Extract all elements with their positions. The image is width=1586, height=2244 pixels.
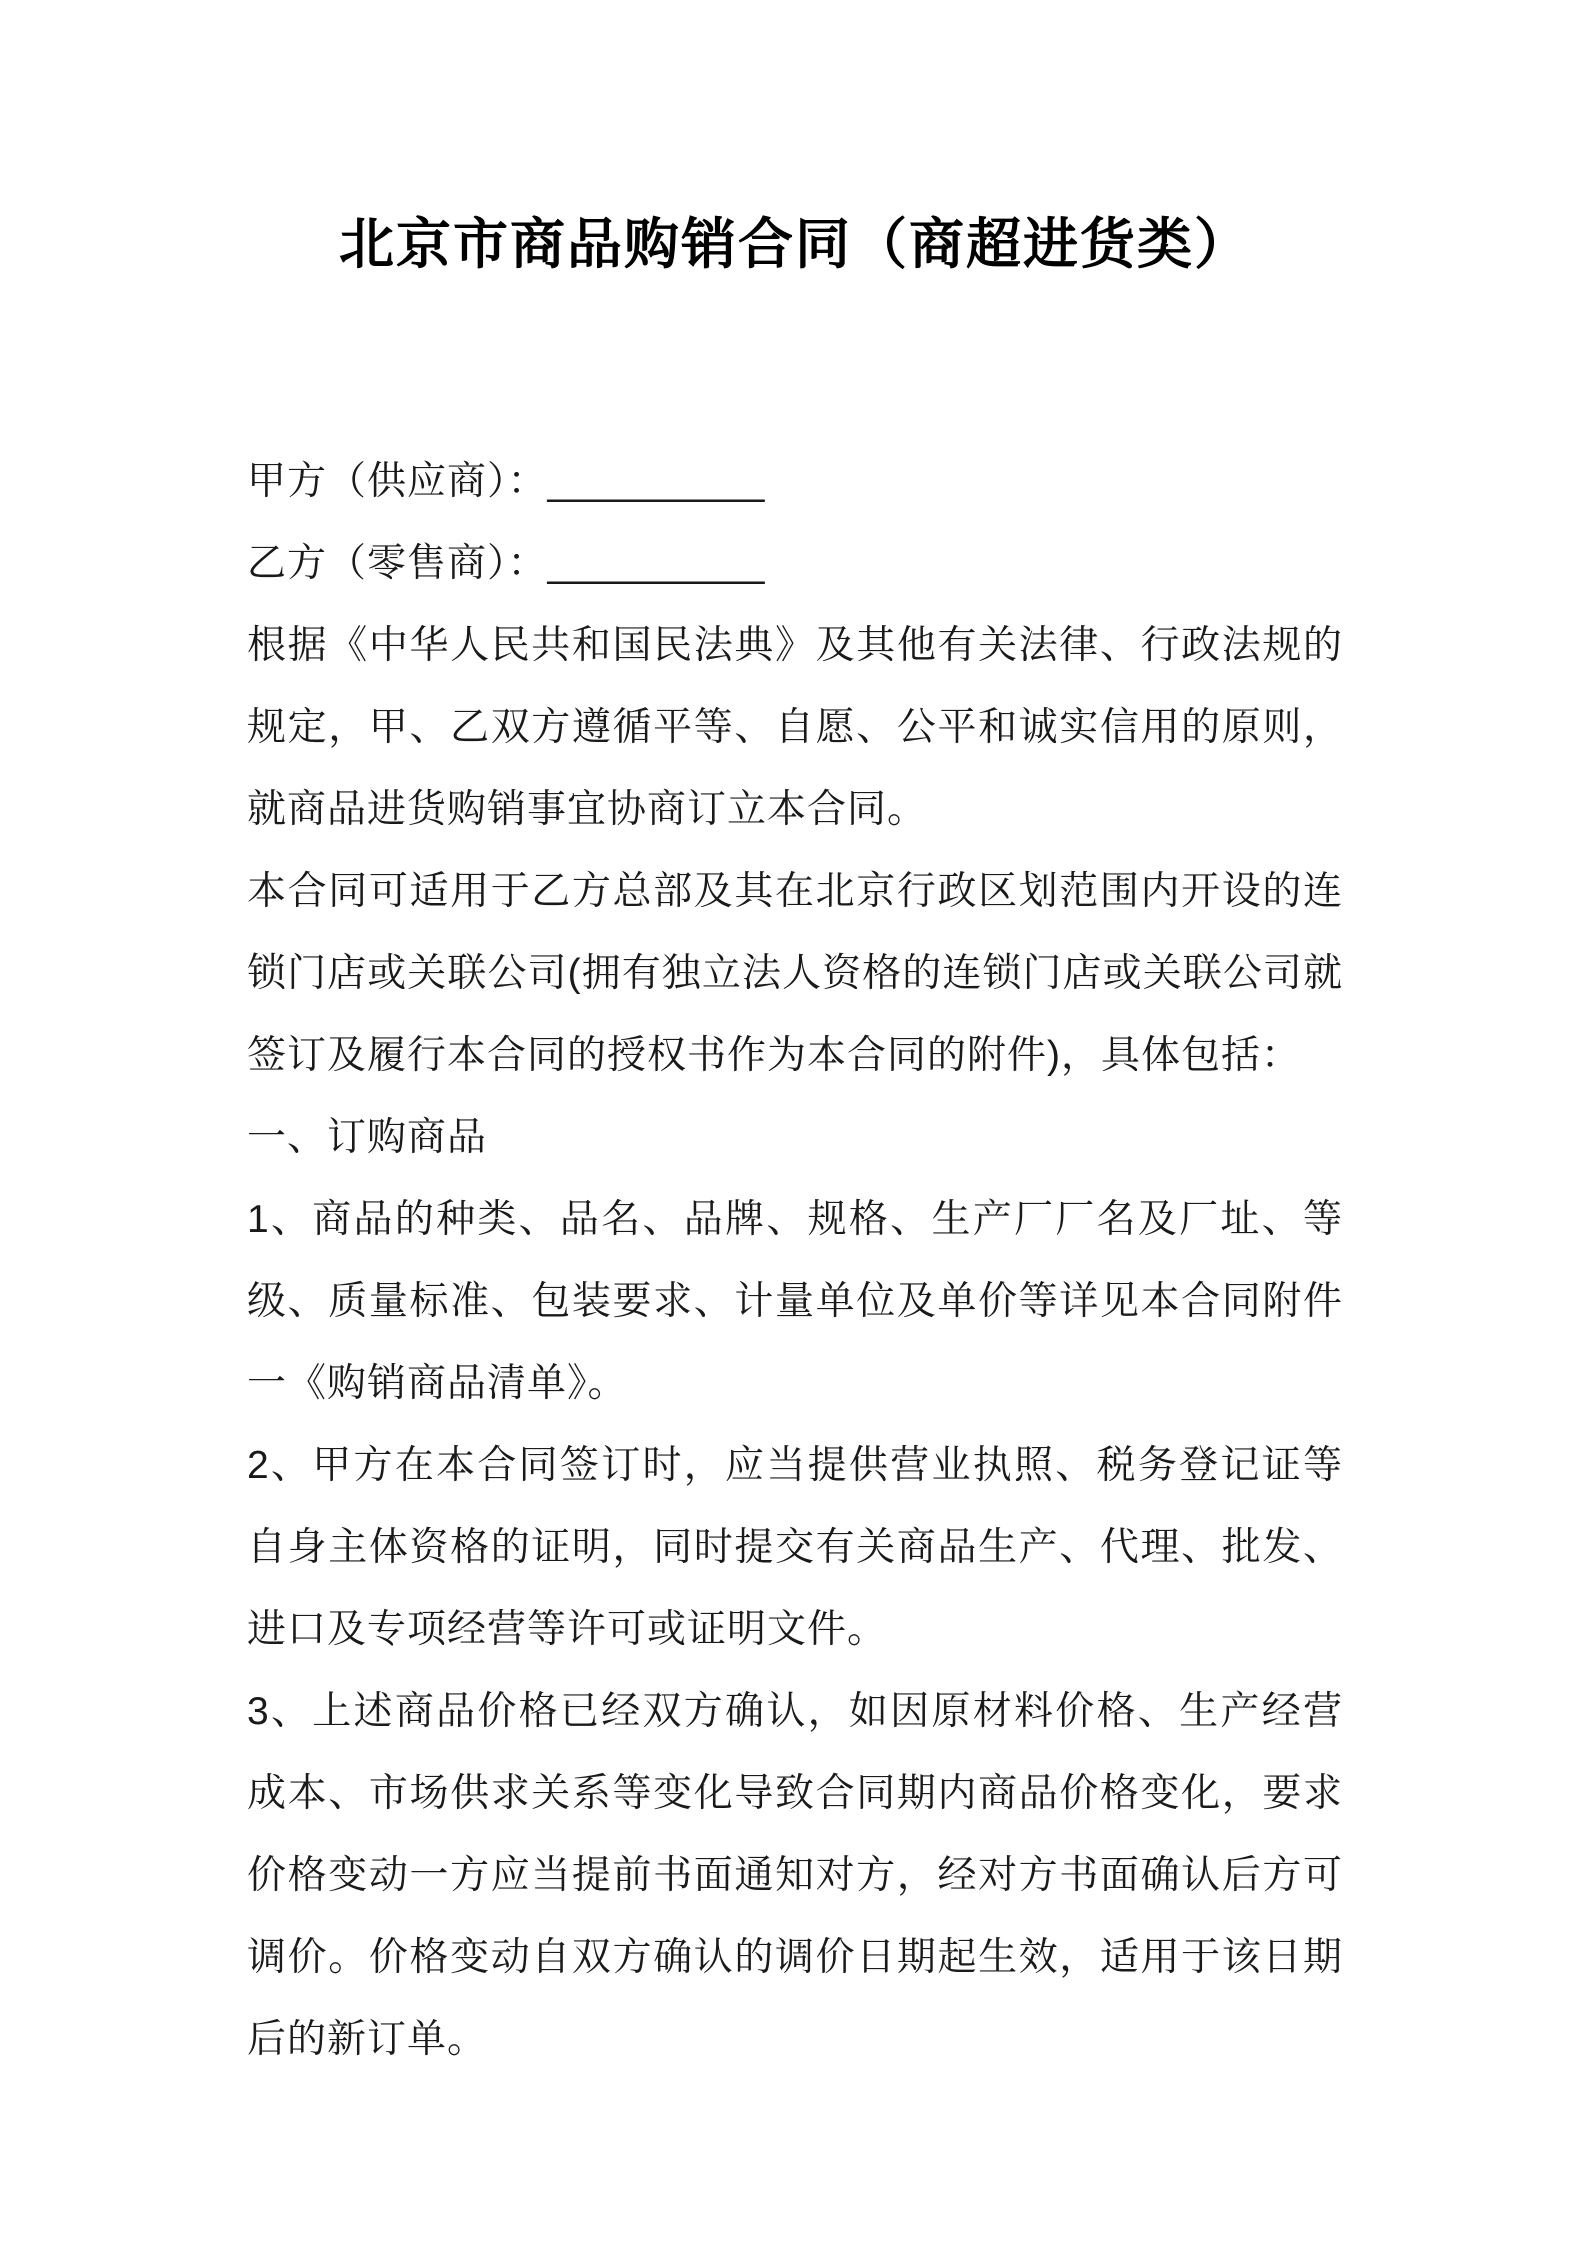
section-1-clause-1: 1、商品的种类、品名、品牌、规格、生产厂厂名及厂址、等级、质量标准、包装要求、计量单位及单价等详见本合同附件一《购销商品清单》。 xyxy=(247,1198,1343,1405)
section-1-heading: 一、订购商品 xyxy=(247,1116,488,1159)
section-1-clause-3: 3、上述商品价格已经双方确认，如因原材料价格、生产经营成本、市场供求关系等变化导致合同期内商品价格变化，要求价格变动一方应当提前书面通知对方，经对方书面确认后方可调价。价格变动自双方确认的调价日期起生效，适用于该日期后的新订单。 xyxy=(247,1690,1343,2061)
document-title: 北京市商品购销合同（商超进货类） xyxy=(338,213,1251,275)
preamble-paragraph: 根据《中华人民共和国民法典》及其他有关法律、行政法规的规定，甲、乙双方遵循平等、自愿、公平和诚实信用的原则，就商品进货购销事宜协商订立本合同。 xyxy=(247,624,1343,831)
party-b-blank: __________ xyxy=(547,542,765,585)
scope-paragraph: 本合同可适用于乙方总部及其在北京行政区划范围内开设的连锁门店或关联公司(拥有独立法人资格的连锁门店或关联公司就签订及履行本合同的授权书作为本合同的附件)，具体包括： xyxy=(247,870,1343,1077)
party-a-label: 甲方（供应商）： xyxy=(247,460,548,503)
section-1-clause-2: 2、甲方在本合同签订时，应当提供营业执照、税务登记证等自身主体资格的证明，同时提交有关商品生产、代理、批发、进口及专项经营等许可或证明文件。 xyxy=(247,1444,1343,1651)
document-body xyxy=(247,441,1343,2081)
party-a-line xyxy=(247,441,1343,523)
party-b-line xyxy=(247,523,1343,605)
party-b-label: 乙方（零售商）： xyxy=(247,542,548,585)
party-a-blank: __________ xyxy=(547,460,765,503)
